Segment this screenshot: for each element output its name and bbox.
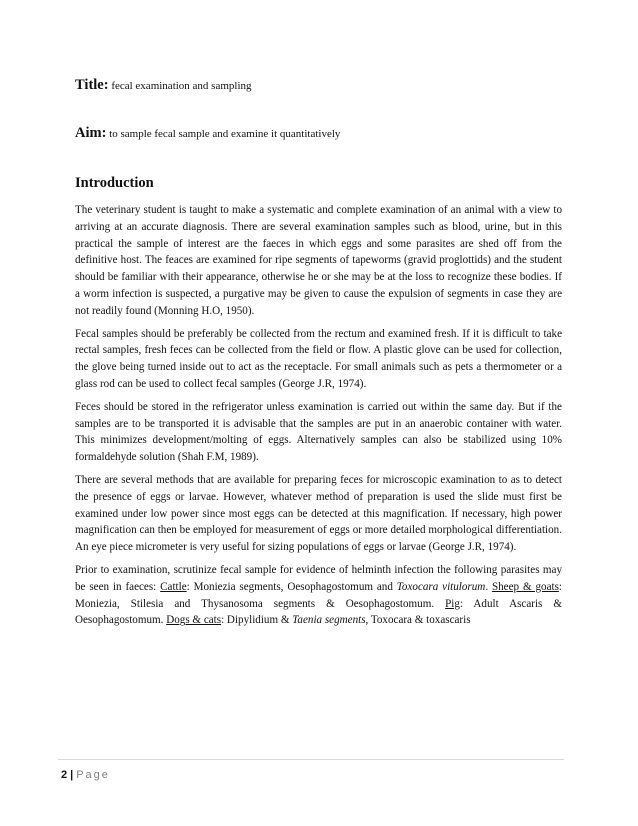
cattle-label: Cattle (160, 580, 187, 593)
footer-separator: | (70, 769, 74, 781)
pig-text: : Adult Ascaris & Oesophagostomum. (75, 597, 562, 627)
introduction-body (75, 202, 562, 635)
paragraph-1: The veterinary student is taught to make a systematic and complete examination of an animal with a view to arriving at an accurate diagnosis. There are several examination samples such as blood, urine, but in this practical the sample of interest are the faeces in which eggs and some parasites are shed off from the definitive host. The feaces are examined for ripe segments of tapeworms (gravid proglottids) and the student should be familiar with their appearance, otherwise he or she may be at the loss to recognize these bodies. If a worm infection is suspected, a purgative may be given to cause the expulsion of segments in case they are not readily found (Monning H.O, 1950). (75, 204, 562, 317)
aim-line (75, 125, 340, 142)
cattle-italic: Toxocara vitulorum (396, 580, 486, 593)
page-label: Page (76, 769, 110, 781)
dogs-label: Dogs & cats (166, 614, 222, 627)
page-number: 2 (61, 769, 68, 781)
title-label: Title: (75, 77, 109, 93)
paragraph-2: Fecal samples should be preferably be collected from the rectum and examined fresh. If it is difficult to take rectal samples, fresh feces can be collected from the field or flow. A plastic glove can be used for collection, the glove being turned inside out to act as the receptacle. For small animals such as pets a thermometer or a glass rod can be used to collect fecal samples (George J.R, 1974). (75, 327, 562, 390)
p5-intro: Prior to examination, scrutinize fecal sample for evidence of helminth infection the following parasites may be seen in faeces: (75, 563, 562, 593)
paragraph-5 (75, 562, 562, 629)
dogs-end: , Toxocara & toxascaris (365, 614, 471, 627)
sheep-label: Sheep & goats (491, 580, 559, 593)
aim-label: Aim: (75, 125, 107, 141)
page-footer (61, 769, 110, 781)
paragraph-4: There are several methods that are available for preparing feces for microscopic examination to as to detect the presence of eggs or larvae. However, whatever method of preparation is used the slide must first be examined under low power since most eggs can be detected at this magnification. If necessary, high power magnification can then be employed for measurement of eggs or more detailed morphological differentiation. An eye piece micrometer is very useful for sizing populations of eggs or larvae (George J.R, 1974). (75, 473, 562, 554)
introduction-heading: Introduction (75, 175, 154, 191)
cattle-end: . (485, 580, 492, 593)
pig-label: Pig (445, 597, 460, 610)
title-line (75, 77, 252, 94)
paragraph-3: Feces should be stored in the refrigerator unless examination is carried out within the same day. But if the samples are to be transported it is advisable that the samples are put in an anaerobic container with water. This minimizes development/molting of eggs. Alternatively samples can also be stabilized using 10% formaldehyde solution (Shah F.M, 1989). (75, 400, 562, 464)
footer-divider (58, 759, 564, 760)
dogs-text: : Dipylidium & (221, 614, 293, 627)
cattle-text: : Moniezia segments, Oesophagostomum and (186, 580, 397, 593)
sheep-text: : Moniezia, Stilesia and Thysanosoma segments & Oesophagostomum. (75, 580, 562, 610)
title-value: fecal examination and sampling (111, 80, 252, 92)
aim-value: to sample fecal sample and examine it quantitatively (109, 128, 341, 140)
dogs-italic: Taenia segments (292, 614, 366, 627)
